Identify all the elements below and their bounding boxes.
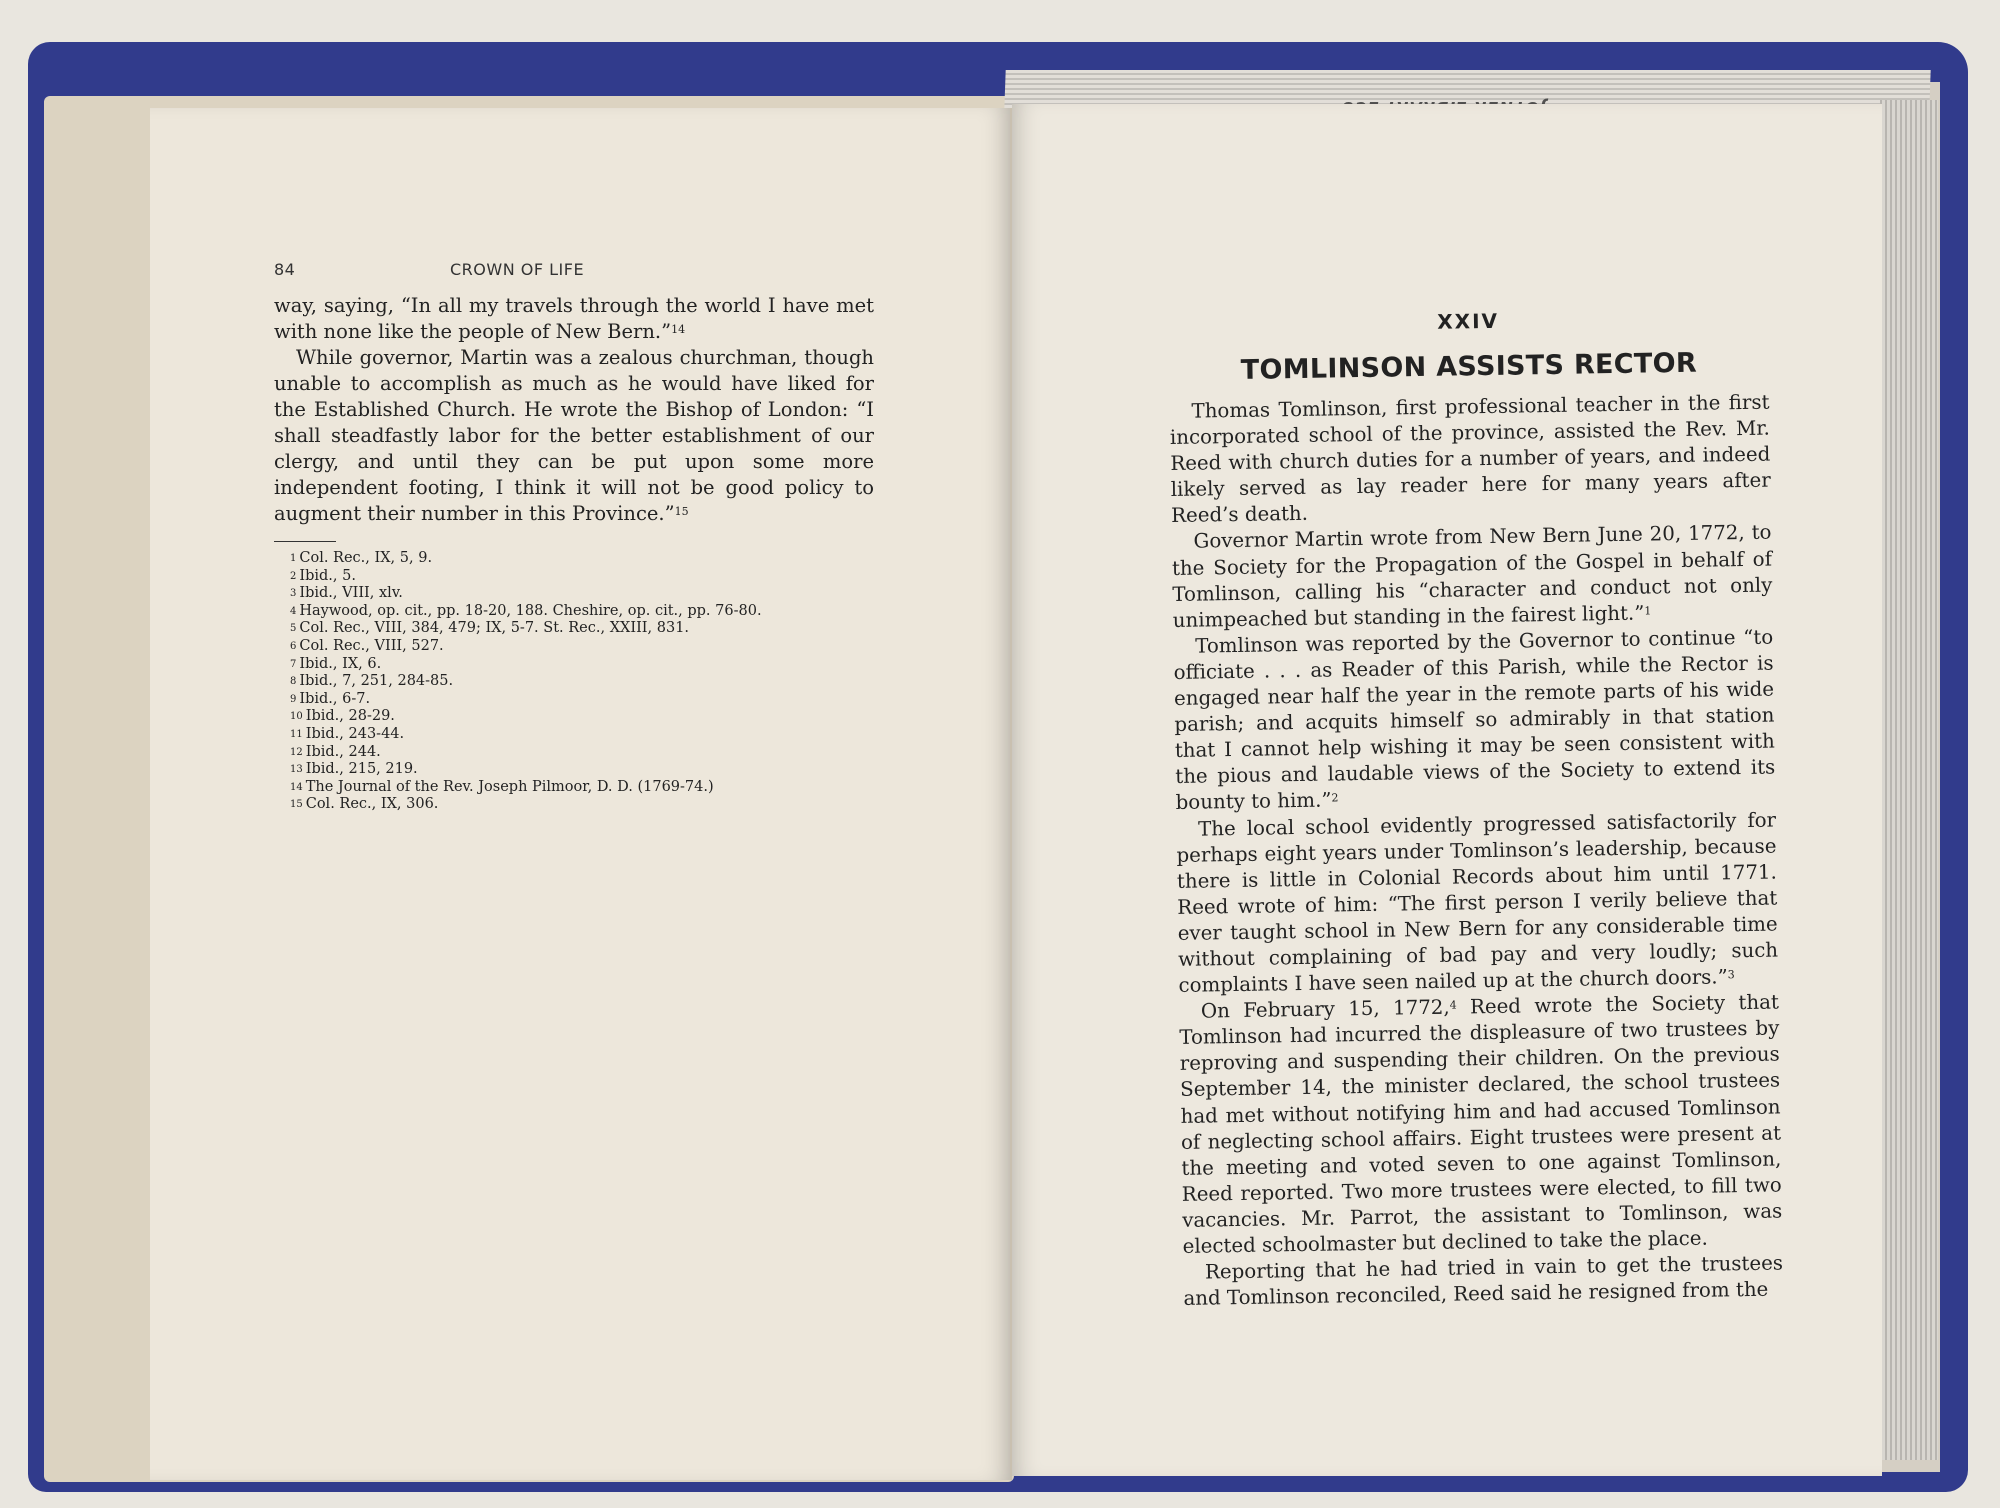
page-number: 84	[274, 260, 296, 279]
footnote: $^9$ Ibid., 6-7.	[290, 690, 371, 707]
footnote: $^{15}$ Col. Rec., IX, 306.	[290, 796, 439, 813]
paragraph: Governor Martin wrote from New Bern June 20, 1772, to the Society for the Propagation of the Gospel in behalf of Tomlinson, calling his “character and conduct not only unimpeached but standing in the fairest light.”$^1$	[1171, 521, 1773, 632]
footnotes	[290, 550, 874, 814]
left-page	[150, 108, 1012, 1480]
footnote: $^{14}$ The Journal of the Rev. Joseph Pilmoor, D. D. (1769-74.)	[290, 778, 714, 795]
paragraph: Tomlinson was reported by the Governor to continue “to officiate . . . as Reader of this Parish, while the Rector is engaged near half the year in the remote parts of his wide parish; and acquits himself so admirably in that station that I cannot help wishing it may be seen consistent with the pious and laudable views of the Society to extend its bounty to him.”$^2$	[1173, 625, 1776, 815]
right-page-content	[1168, 305, 1784, 1313]
running-head	[274, 260, 874, 279]
chapter-title: TOMLINSON ASSISTS RECTOR	[1240, 347, 1698, 386]
footnote: $^{11}$ Ibid., 243-44.	[290, 725, 405, 742]
footnote: $^7$ Ibid., IX, 6.	[290, 655, 382, 672]
footnote: $^{13}$ Ibid., 215, 219.	[290, 761, 418, 778]
running-title: CROWN OF LIFE	[450, 260, 585, 279]
right-page	[1012, 104, 1882, 1476]
note-ref: 1	[1644, 604, 1652, 618]
footnote: $^1$ Col. Rec., IX, 5, 9.	[290, 550, 433, 566]
paragraph: way, saying, “In all my travels through the world I have met with none like the people of New Bern.”$^{14}$	[274, 294, 874, 343]
footnote: $^3$ Ibid., VIII, xlv.	[290, 585, 403, 602]
footnote: $^5$ Col. Rec., VIII, 384, 479; IX, 5-7. St. Rec., XXIII, 831.	[290, 620, 690, 637]
note-ref: 2	[1331, 791, 1339, 805]
note-ref: 14	[671, 323, 686, 336]
footnote: $^{10}$ Ibid., 28-29.	[290, 708, 395, 725]
left-page-content	[274, 260, 874, 814]
left-body-text	[274, 293, 874, 527]
paragraph: Thomas Tomlinson, first professional teacher in the first incorporated school of the province, assisted the Rev. Mr. Reed with church duties for a number of years, and indeed likely served as lay reader here for many years after Reed’s death.	[1169, 390, 1771, 528]
paragraph: While governor, Martin was a zealous churchman, though unable to accomplish as much as he would have liked for the Established Church. He wrote the Bishop of London: “I shall steadfastly labor for the better establishment of our clergy, and until they can be put upon some more independent footing, I think it will not be good policy to augment their number in this Province.”$^{15}$	[274, 346, 874, 525]
paragraph: On February 15, 1772,$^4$ Reed wrote the Society that Tomlinson had incurred the displeasure of two trustees by reproving and suspending their children. On the previous September 14, the minister declared, the school trustees had met without notifying him and had accused Tomlinson of neglecting school affairs. Eight trustees were present at the meeting and voted seven to one against Tomlinson, Reed reported. Two more trustees were elected, to fill two vacancies. Mr. Parrot, the assistant to Tomlinson, was elected schoolmaster but declined to take the place.	[1179, 990, 1783, 1258]
footnote: $^6$ Col. Rec., VIII, 527.	[290, 637, 444, 654]
right-page-edges	[1880, 100, 1938, 1460]
paragraph: Reporting that he had tried in vain to get the trustees and Tomlinson reconciled, Reed said he resigned from the	[1183, 1251, 1784, 1311]
footnote: $^4$ Haywood, op. cit., pp. 18-20, 188. Cheshire, op. cit., pp. 76-80.	[290, 602, 762, 619]
footnote: $^8$ Ibid., 7, 251, 284-85.	[290, 673, 454, 690]
right-body-text	[1169, 390, 1783, 1313]
paragraph: The local school evidently progressed satisfactorily for perhaps eight years under Tomlinson’s leadership, because there is little in Colonial Records about him until 1771. Reed wrote of him: “The first person I verily believe that ever taught school in New Bern for any considerable time without complaining of bad pay and very loudly; such complaints I have seen nailed up at the church doors.”$^3$	[1176, 808, 1779, 997]
note-ref: 15	[674, 505, 689, 518]
note-ref: 4	[1449, 998, 1457, 1012]
footnote: $^2$ Ibid., 5.	[290, 567, 356, 584]
footnote-rule	[274, 541, 336, 542]
footnote: $^{12}$ Ibid., 244.	[290, 743, 381, 760]
chapter-number: XXIV	[1437, 308, 1500, 334]
note-ref: 3	[1727, 968, 1735, 982]
